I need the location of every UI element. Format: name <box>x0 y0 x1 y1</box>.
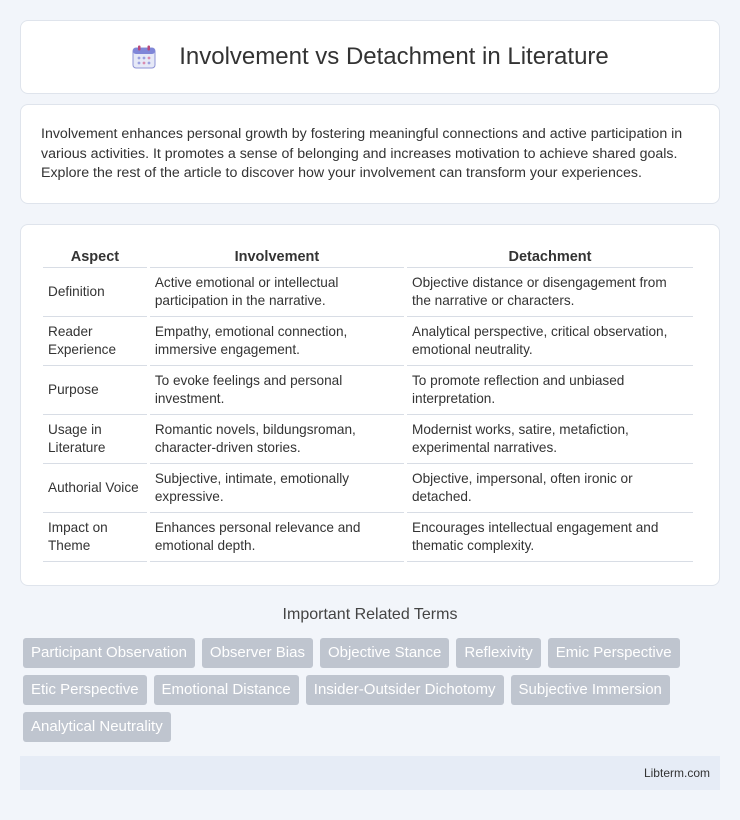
related-term-tag[interactable]: Subjective Immersion <box>511 675 670 705</box>
related-term-tag[interactable]: Observer Bias <box>202 638 313 668</box>
cell-detachment: Modernist works, satire, metafiction, experimental narratives. <box>407 415 693 464</box>
table-row <box>43 464 693 513</box>
footer-site-link[interactable]: Libterm.com <box>643 766 710 780</box>
cell-detachment: Analytical perspective, critical observation, emotional neutrality. <box>407 317 693 366</box>
cell-involvement: Empathy, emotional connection, immersive engagement. <box>150 317 404 366</box>
comparison-table <box>40 245 696 562</box>
header-card <box>20 20 720 94</box>
table-row <box>43 268 693 317</box>
related-term-tag[interactable]: Reflexivity <box>456 638 540 668</box>
cell-aspect: Impact on Theme <box>43 513 147 562</box>
related-term-tag[interactable]: Analytical Neutrality <box>23 712 171 742</box>
cell-aspect: Reader Experience <box>43 317 147 366</box>
comparison-table-card <box>20 224 720 586</box>
cell-detachment: Encourages intellectual engagement and thematic complexity. <box>407 513 693 562</box>
table-row <box>43 415 693 464</box>
related-term-tag[interactable]: Objective Stance <box>320 638 449 668</box>
related-terms-list <box>23 638 723 742</box>
footer <box>20 756 720 790</box>
cell-aspect: Usage in Literature <box>43 415 147 464</box>
related-terms-title: Important Related Terms <box>282 606 458 623</box>
table-row <box>43 366 693 415</box>
cell-involvement: Enhances personal relevance and emotional depth. <box>150 513 404 562</box>
related-term-tag[interactable]: Emic Perspective <box>548 638 680 668</box>
cell-detachment: Objective, impersonal, often ironic or detached. <box>407 464 693 513</box>
related-term-tag[interactable]: Etic Perspective <box>23 675 147 705</box>
related-term-tag[interactable]: Participant Observation <box>23 638 195 668</box>
table-row <box>43 513 693 562</box>
related-term-tag[interactable]: Insider-Outsider Dichotomy <box>306 675 504 705</box>
header-detachment: Detachment <box>407 245 693 268</box>
cell-aspect: Definition <box>43 268 147 317</box>
cell-detachment: To promote reflection and unbiased interpretation. <box>407 366 693 415</box>
calendar-icon <box>131 44 157 70</box>
cell-aspect: Purpose <box>43 366 147 415</box>
cell-involvement: Subjective, intimate, emotionally expressive. <box>150 464 404 513</box>
table-row <box>43 317 693 366</box>
header-involvement: Involvement <box>150 245 404 268</box>
header-aspect: Aspect <box>43 245 147 268</box>
intro-text: Involvement enhances personal growth by fostering meaningful connections and active participation in various activities. It promotes a sense of belonging and increases motivation to achieve shared goals. Explore the rest of the article to discover how your involvement can transform your experiences. <box>41 126 683 181</box>
cell-involvement: To evoke feelings and personal investment. <box>150 366 404 415</box>
cell-aspect: Authorial Voice <box>43 464 147 513</box>
cell-detachment: Objective distance or disengagement from the narrative or characters. <box>407 268 693 317</box>
table-header-row <box>43 245 693 268</box>
related-term-tag[interactable]: Emotional Distance <box>154 675 299 705</box>
page-title: Involvement vs Detachment in Literature <box>179 43 609 70</box>
intro-card <box>20 104 720 204</box>
cell-involvement: Romantic novels, bildungsroman, character-driven stories. <box>150 415 404 464</box>
cell-involvement: Active emotional or intellectual participation in the narrative. <box>150 268 404 317</box>
